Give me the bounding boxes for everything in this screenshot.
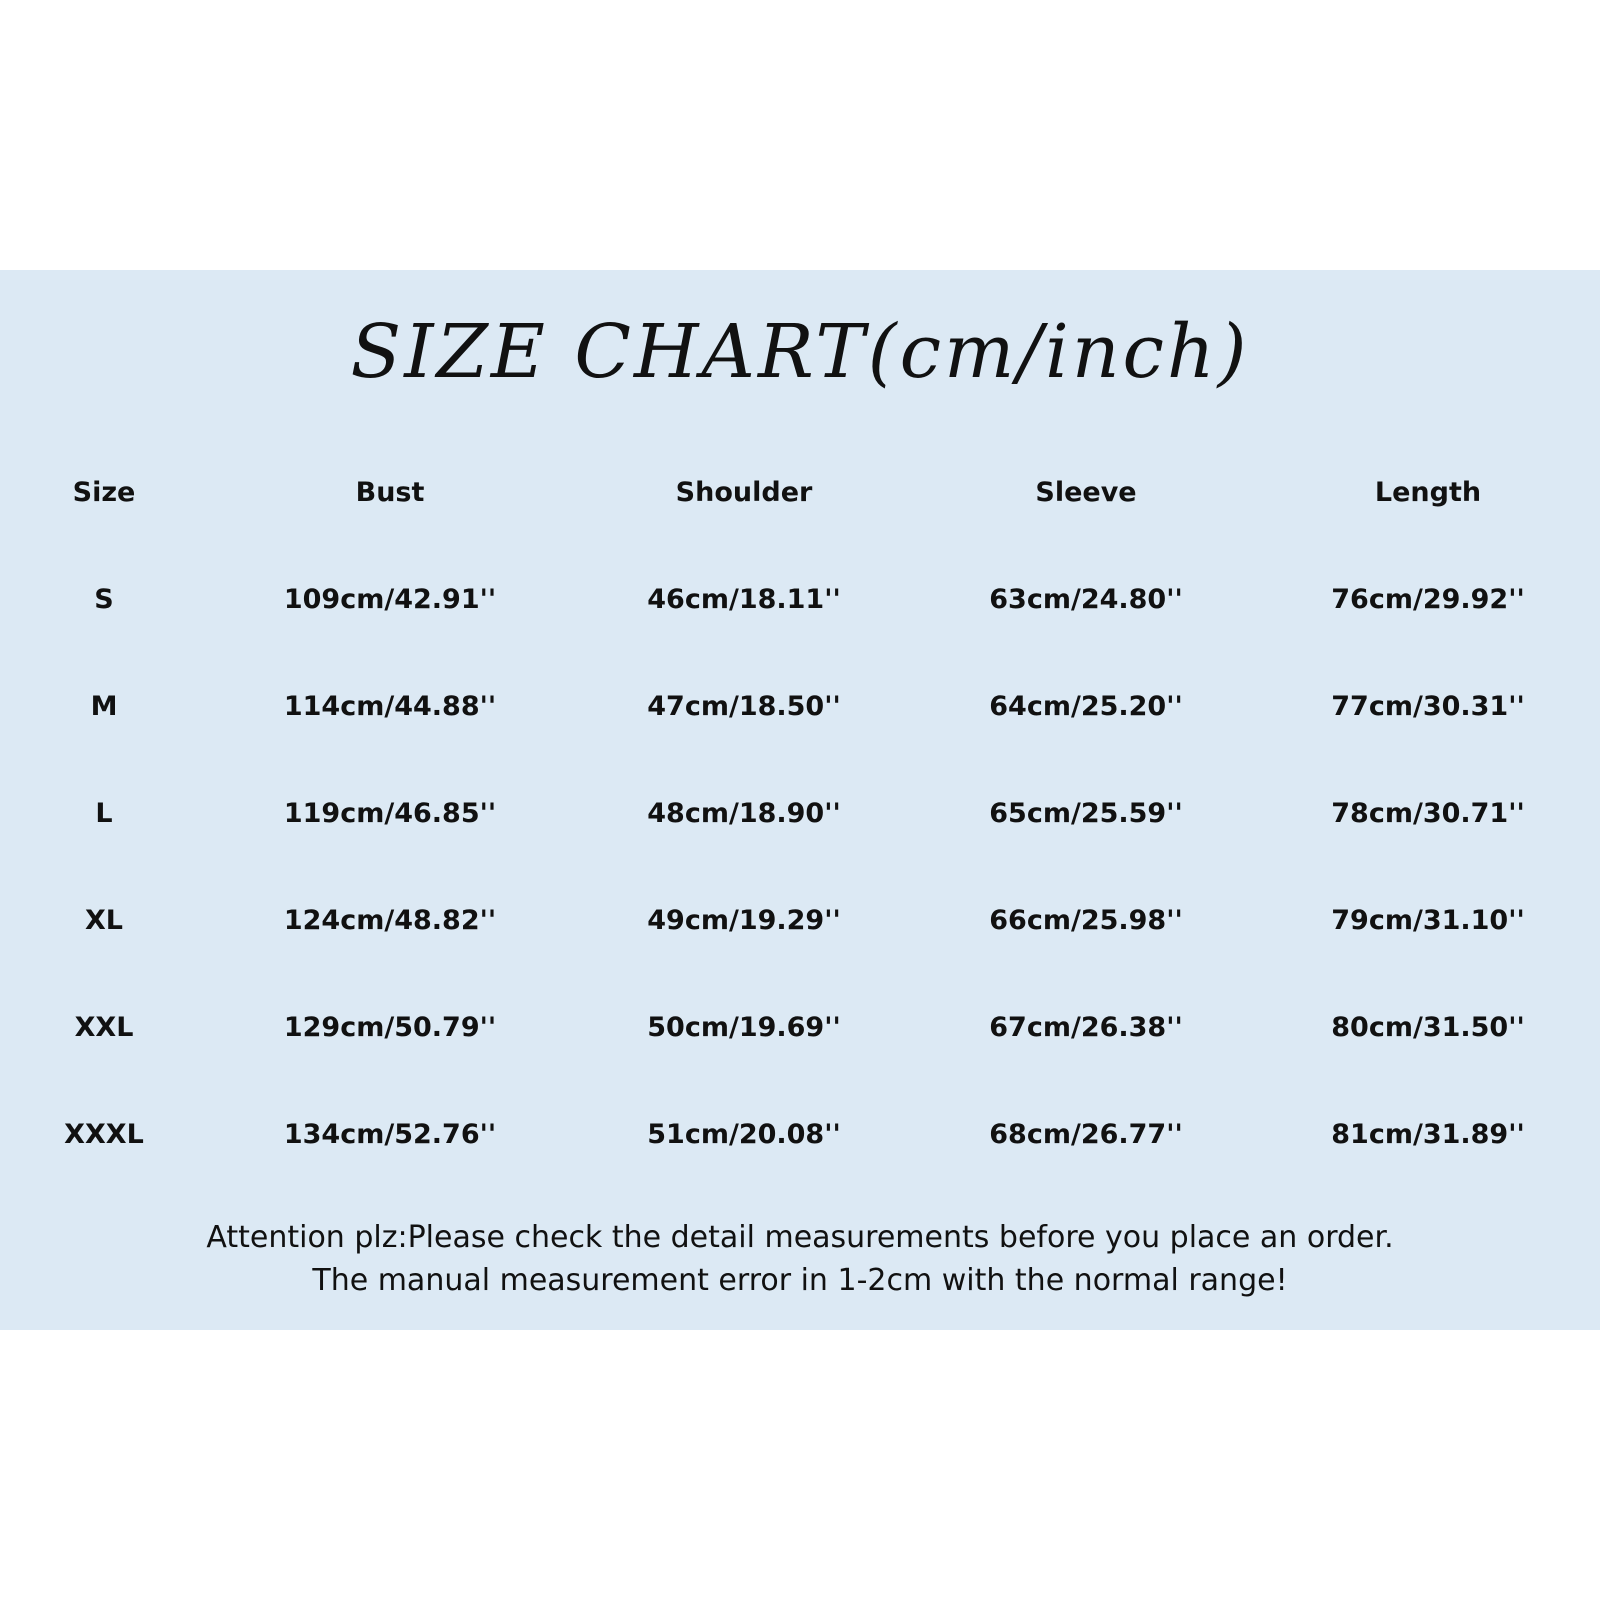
cell-bust: 124cm/48.82'' [283, 905, 497, 936]
cell-bust: 134cm/52.76'' [283, 1119, 497, 1150]
cell-length: 81cm/31.89'' [1331, 1119, 1525, 1150]
cell-length: 76cm/29.92'' [1331, 584, 1525, 615]
cell-size: XXL [74, 1012, 134, 1043]
header-shoulder: Shoulder [675, 477, 813, 508]
cell-bust: 109cm/42.91'' [283, 584, 497, 615]
cell-size: XXXL [64, 1119, 144, 1150]
cell-shoulder: 51cm/20.08'' [647, 1119, 841, 1150]
cell-sleeve: 66cm/25.98'' [989, 905, 1183, 936]
attention-note: Attention plz:Please check the detail measurements before you place an order. [206, 1220, 1394, 1255]
cell-shoulder: 49cm/19.29'' [647, 905, 841, 936]
cell-size: XL [84, 905, 124, 936]
cell-size: S [94, 584, 114, 615]
cell-length: 77cm/30.31'' [1331, 691, 1525, 722]
cell-bust: 129cm/50.79'' [283, 1012, 497, 1043]
cell-length: 78cm/30.71'' [1331, 798, 1525, 829]
cell-bust: 114cm/44.88'' [283, 691, 497, 722]
cell-size: M [90, 691, 118, 722]
cell-sleeve: 63cm/24.80'' [989, 584, 1183, 615]
cell-sleeve: 67cm/26.38'' [989, 1012, 1183, 1043]
size-chart-title: SIZE CHART(cm/inch) [350, 309, 1250, 395]
cell-sleeve: 68cm/26.77'' [989, 1119, 1183, 1150]
cell-shoulder: 46cm/18.11'' [647, 584, 841, 615]
header-sleeve: Sleeve [1035, 477, 1137, 508]
cell-sleeve: 65cm/25.59'' [989, 798, 1183, 829]
header-size: Size [72, 477, 136, 508]
header-bust: Bust [355, 477, 425, 508]
cell-length: 80cm/31.50'' [1331, 1012, 1525, 1043]
cell-shoulder: 47cm/18.50'' [647, 691, 841, 722]
cell-shoulder: 48cm/18.90'' [647, 798, 841, 829]
cell-length: 79cm/31.10'' [1331, 905, 1525, 936]
header-length: Length [1374, 477, 1482, 508]
measurement-error-note: The manual measurement error in 1-2cm with the normal range! [312, 1263, 1288, 1298]
cell-bust: 119cm/46.85'' [283, 798, 497, 829]
cell-sleeve: 64cm/25.20'' [989, 691, 1183, 722]
cell-shoulder: 50cm/19.69'' [647, 1012, 841, 1043]
cell-size: L [95, 798, 113, 829]
